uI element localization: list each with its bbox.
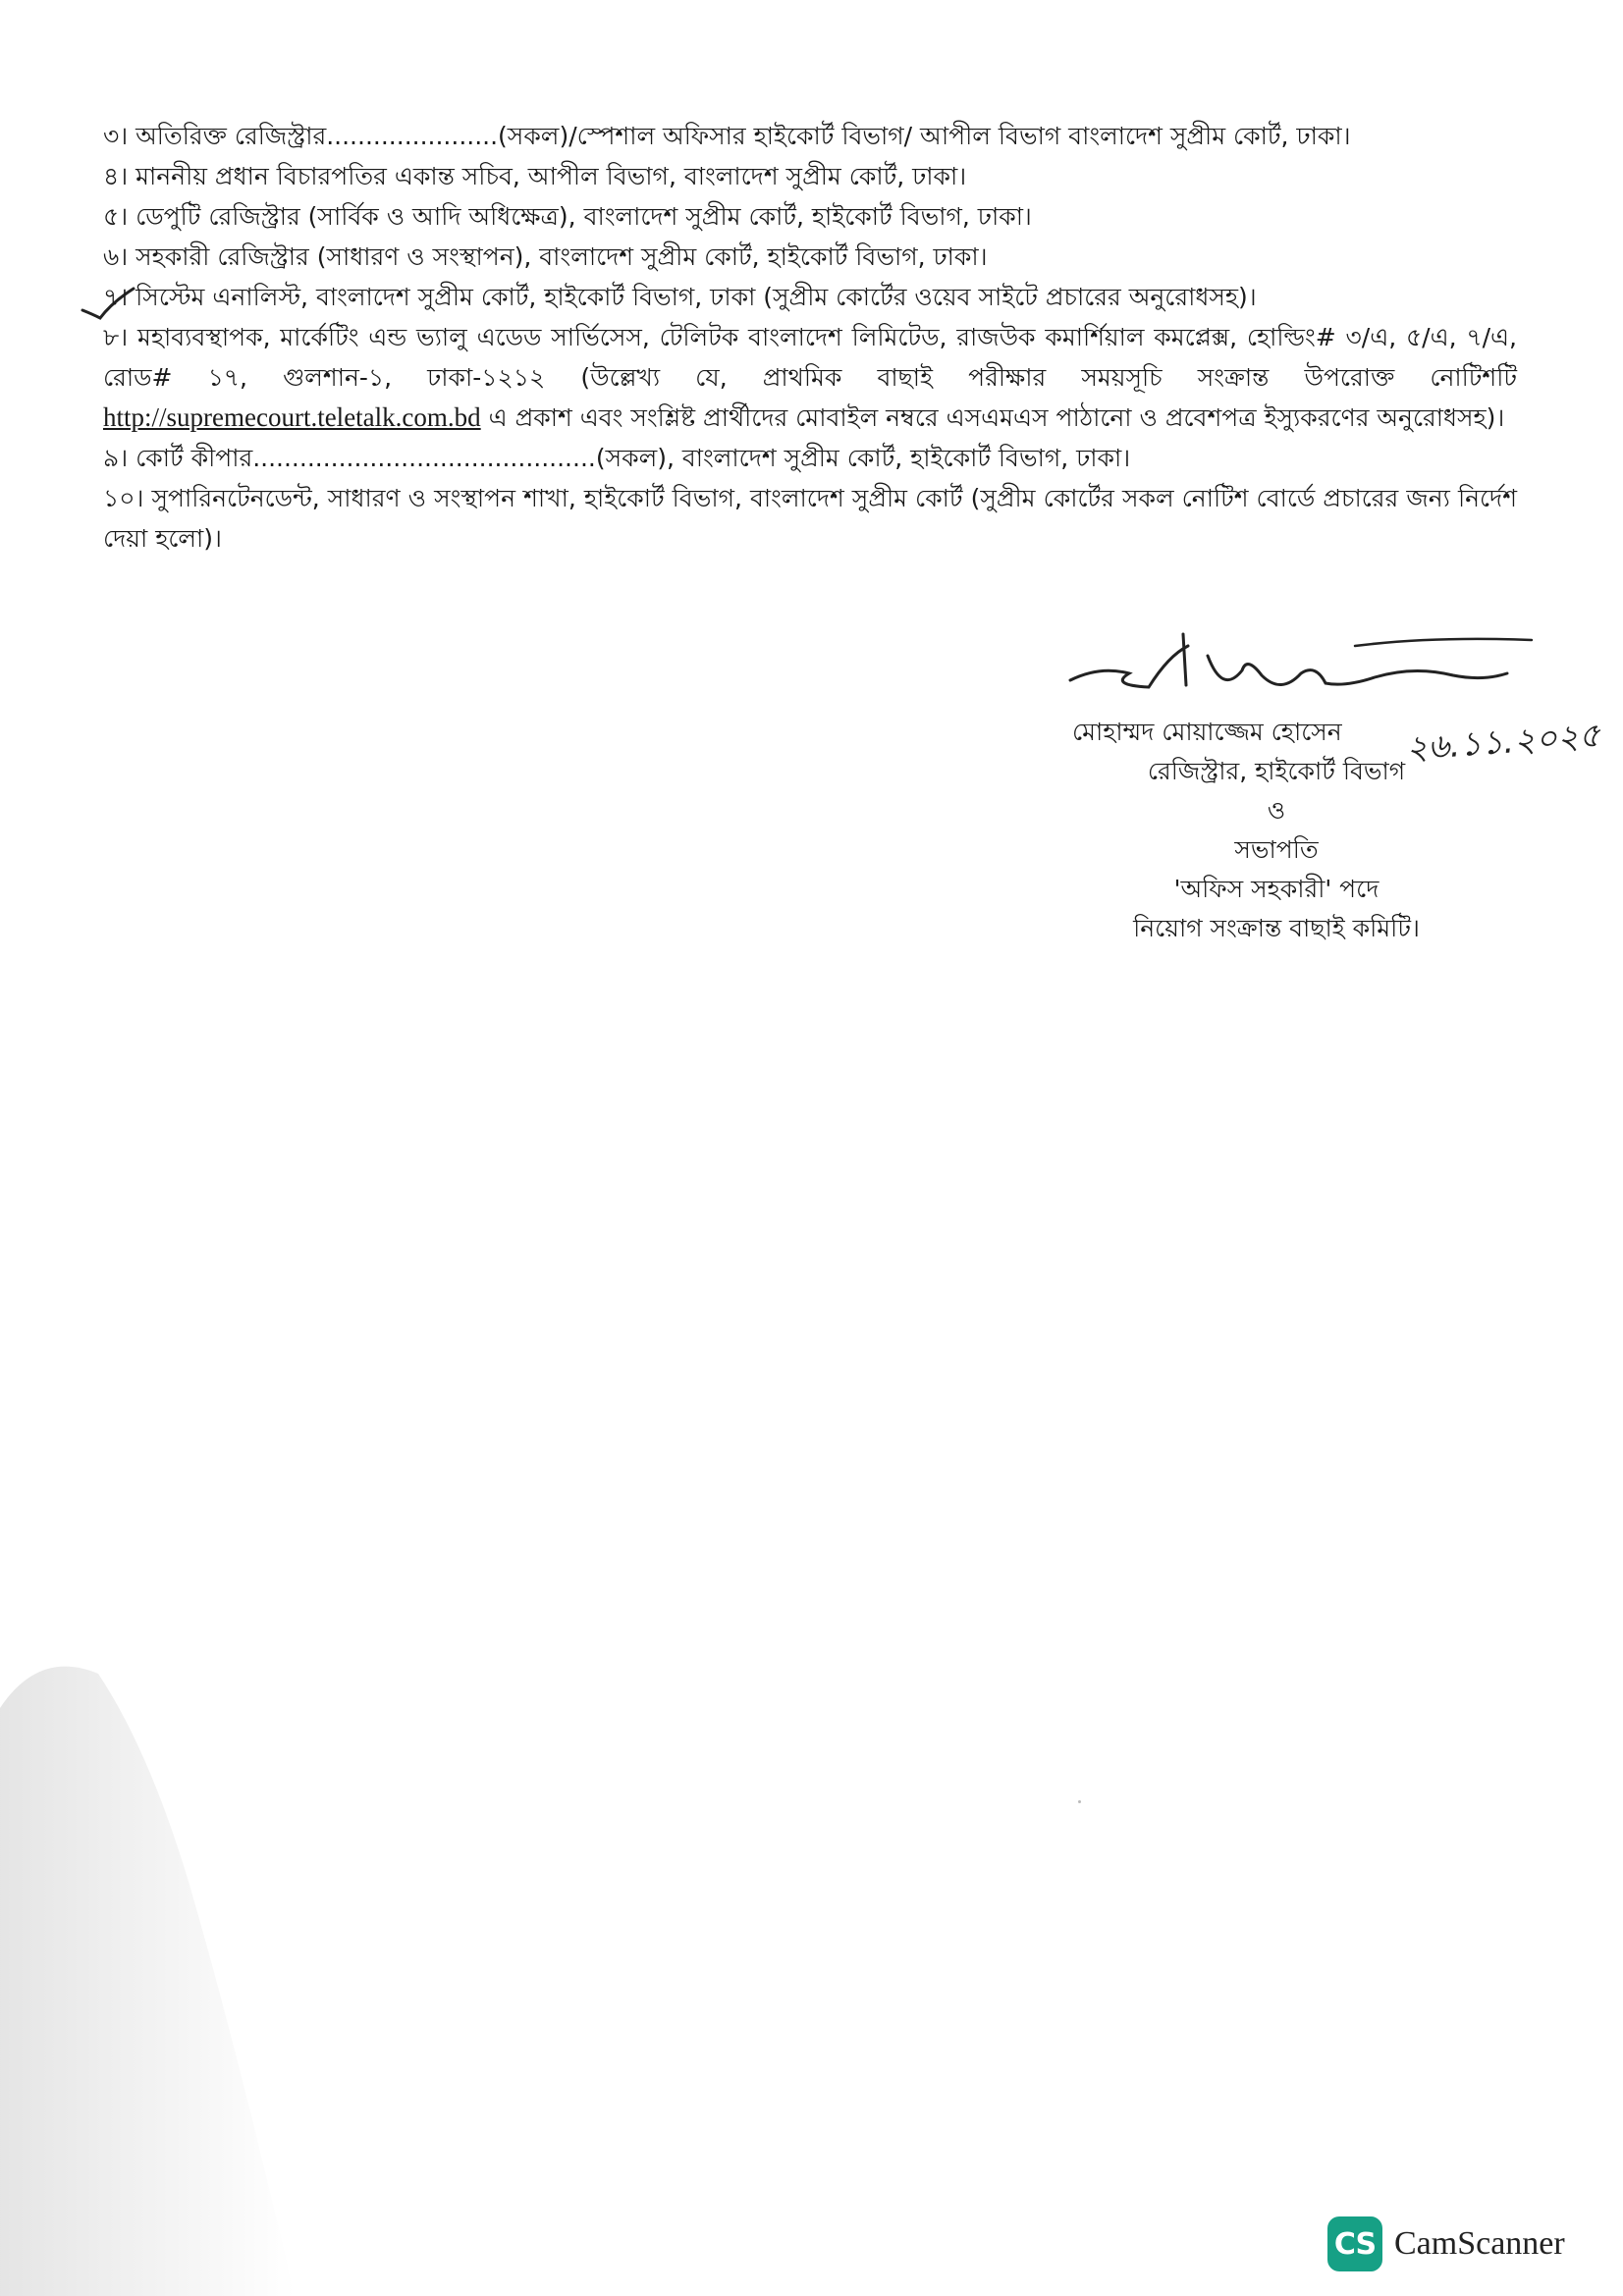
distribution-item (103, 317, 1517, 438)
distribution-item (103, 478, 1517, 559)
signatory-name: মোহাম্মদ মোয়াজ্জেম হোসেন (1072, 718, 1342, 746)
distribution-item (103, 237, 1517, 277)
item-text: মহাব্যবস্থাপক, মার্কেটিং এন্ড ভ্যালু এডেড সার্ভিসেস, টেলিটক বাংলাদেশ লিমিটেড, রাজউক কমার্শিয়াল কমপ্লেক্স, হোল্ডিং# ৩/এ, ৫/এ, ৭/এ, রোড# ১৭, গুলশান-১, ঢাকা-১২১২ (উল্লেখ্য যে, প্রাথমিক বাছাই পরীক্ষার সময়সূচি সংক্রান্ত উপরোক্ত নোটিশটি (103, 323, 1518, 392)
item-text-continued: এ প্রকাশ এবং সংশ্লিষ্ট প্রার্থীদের মোবাইল নম্বরে এসএমএস পাঠানো ও প্রবেশপত্র ইস্যুকরণের অনুরোধসহ)। (488, 403, 1505, 432)
handwritten-signature (1060, 626, 1561, 715)
item-text: অতিরিক্ত রেজিস্ট্রার......................(সকল)/স্পেশাল অফিসার হাইকোর্ট বিভাগ/ আপীল বিভাগ বাংলাদেশ সুপ্রীম কোর্ট, ঢাকা। (135, 122, 1351, 150)
signatory-role: সভাপতি (1234, 835, 1319, 864)
item-text: মাননীয় প্রধান বিচারপতির একান্ত সচিব, আপীল বিভাগ, বাংলাদেশ সুপ্রীম কোর্ট, ঢাকা। (135, 162, 967, 190)
item-number: ৮। (103, 323, 129, 351)
item-text: সিস্টেম এনালিস্ট, বাংলাদেশ সুপ্রীম কোর্ট, হাইকোর্ট বিভাগ, ঢাকা (সুপ্রীম কোর্টের ওয়েব সাইটে প্রচারের অনুরোধসহ)। (135, 283, 1257, 311)
signatory-designation: রেজিস্ট্রার, হাইকোর্ট বিভাগ (1147, 757, 1406, 785)
conjunction-text: ও (1267, 796, 1286, 825)
item-number: ৪। (103, 162, 129, 190)
item-number: ৯। (103, 444, 129, 472)
teletalk-website-link[interactable]: http://supremecourt.teletalk.com.bd (103, 402, 481, 432)
distribution-item (103, 438, 1517, 478)
item-number: ৭। (103, 283, 129, 311)
item-number: ৫। (103, 202, 129, 231)
distribution-item (103, 156, 1517, 196)
camscanner-label: CamScanner (1394, 2225, 1565, 2262)
post-line: 'অফিস সহকারী' পদে (1173, 875, 1380, 903)
item-number: ৩। (103, 122, 129, 150)
handwritten-date: ২৬.১১.২০২৫ (1404, 716, 1602, 769)
item-text: ডেপুটি রেজিস্ট্রার (সার্বিক ও আদি অধিক্ষেত্র), বাংলাদেশ সুপ্রীম কোর্ট, হাইকোর্ট বিভাগ, ঢাকা। (135, 202, 1032, 231)
item-text: কোর্ট কীপার............................................(সকল), বাংলাদেশ সুপ্রীম কোর্ট, হাইকোর্ট বিভাগ, ঢাকা। (135, 444, 1131, 472)
camscanner-watermark (1327, 2216, 1565, 2271)
paper-edge-shadow (0, 1629, 324, 2296)
item-number: ১০। (103, 484, 144, 512)
distribution-item (103, 277, 1517, 317)
scan-speck (1078, 1800, 1081, 1803)
camscanner-logo-icon: CS (1327, 2216, 1382, 2271)
signature-block (1021, 713, 1532, 948)
item-text: সহকারী রেজিস্ট্রার (সাধারণ ও সংস্থাপন), বাংলাদেশ সুপ্রীম কোর্ট, হাইকোর্ট বিভাগ, ঢাকা। (135, 242, 988, 271)
distribution-list (103, 116, 1517, 559)
distribution-item (103, 196, 1517, 237)
distribution-item (103, 116, 1517, 156)
committee-line: নিয়োগ সংক্রান্ত বাছাই কমিটি। (1133, 914, 1420, 942)
item-text: সুপারিনটেনডেন্ট, সাধারণ ও সংস্থাপন শাখা, হাইকোর্ট বিভাগ, বাংলাদেশ সুপ্রীম কোর্ট (সুপ্রীম কোর্টের সকল নোটিশ বোর্ডে প্রচারের জন্য নির্দেশ দেয়া হলো)। (103, 484, 1517, 553)
item-number: ৬। (103, 242, 129, 271)
